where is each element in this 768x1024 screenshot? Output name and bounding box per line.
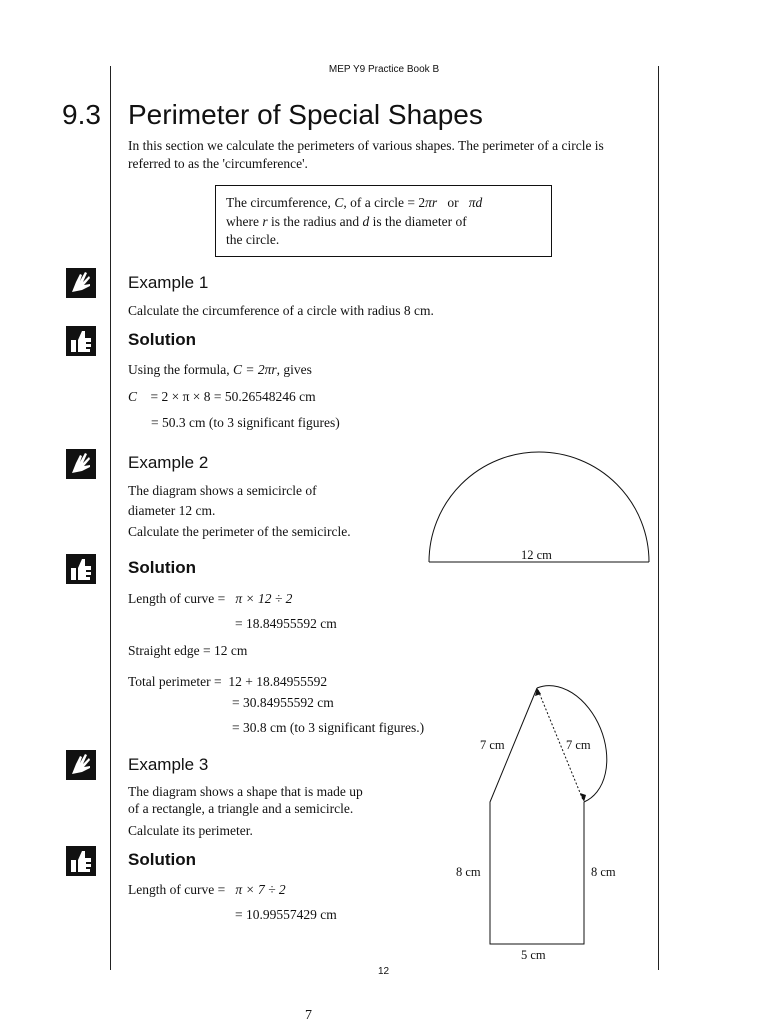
section-title: Perimeter of Special Shapes [128,99,483,130]
example-2-solution-heading: Solution [128,558,196,577]
example-3-question-line-3: Calculate its perimeter. [128,823,253,838]
semicircle-arc [429,452,649,562]
label-left-slant: 7 cm [480,738,505,752]
example-1-solution-line-2: C = 2 × π × 8 = 50.26548246 cm [128,389,316,404]
example-3-solution-heading: Solution [128,850,196,869]
book-page-number: 12 [378,966,390,977]
example-2-solution-line-5: = 30.84955592 cm [232,695,334,710]
composite-shape-diagram [480,680,640,950]
example-2-solution-line-3: Straight edge = 12 cm [128,643,248,658]
book-header: MEP Y9 Practice Book B [328,64,440,75]
formula-line-2: where r is the radius and d is the diameter of [226,214,467,229]
intro-paragraph: In this section we calculate the perimeters of various shapes. The perimeter of a circle is referred to as the 'circumference'. [128,138,604,171]
example-2-heading: Example 2 [128,453,209,472]
example-3-heading: Example 3 [128,755,209,774]
hand-thumbs-up-icon [66,326,96,356]
example-2-question-line-3: Calculate the perimeter of the semicircle. [128,524,351,539]
example-3-solution-line-2: = 10.99557429 cm [235,907,337,922]
example-2-solution-line-6: = 30.8 cm (to 3 significant figures.) [232,720,425,735]
example-2-solution-line-2: = 18.84955592 cm [235,616,337,631]
left-margin-rule [110,66,111,970]
example-3-solution-line-1: Length of curve = π × 7 ÷ 2 [128,882,286,897]
example-1-solution-line-3: = 50.3 cm (to 3 significant figures) [151,415,340,430]
example-1-heading: Example 1 [128,273,209,292]
example-1-solution-heading: Solution [128,330,196,349]
right-margin-rule [658,66,659,970]
formula-box [215,185,552,257]
example-1-solution-line-1: Using the formula, C = 2πr, gives [128,362,312,377]
example-1-question: Calculate the circumference of a circle with radius 8 cm. [128,303,434,318]
example-2-question-line-1: The diagram shows a semicircle of [128,483,317,498]
label-base: 5 cm [521,948,546,962]
example-2-solution-line-1: Length of curve = π × 12 ÷ 2 [128,591,293,606]
hand-pointing-icon [66,449,96,479]
page-number: 7 [305,1008,312,1023]
label-diameter: 7 cm [566,738,591,752]
semicircle-diameter-label: 12 cm [521,548,552,562]
hand-thumbs-up-icon [66,846,96,876]
example-2-solution-line-4: Total perimeter = 12 + 18.84955592 [128,674,328,689]
example-2-question-line-2: diameter 12 cm. [128,503,216,518]
example-3-question-line-1: The diagram shows a shape that is made up [128,784,363,799]
hand-pointing-icon [66,268,96,298]
label-left-side: 8 cm [456,865,481,879]
label-right-side: 8 cm [591,865,616,879]
hand-thumbs-up-icon [66,554,96,584]
section-number: 9.3 [62,99,101,130]
composite-outline [490,688,584,944]
example-3-question-line-2: of a rectangle, a triangle and a semicircle. [128,801,354,816]
formula-line-1: The circumference, C, of a circle = 2πr or πd [226,195,483,210]
hand-pointing-icon [66,750,96,780]
formula-line-3: the circle. [226,232,280,247]
